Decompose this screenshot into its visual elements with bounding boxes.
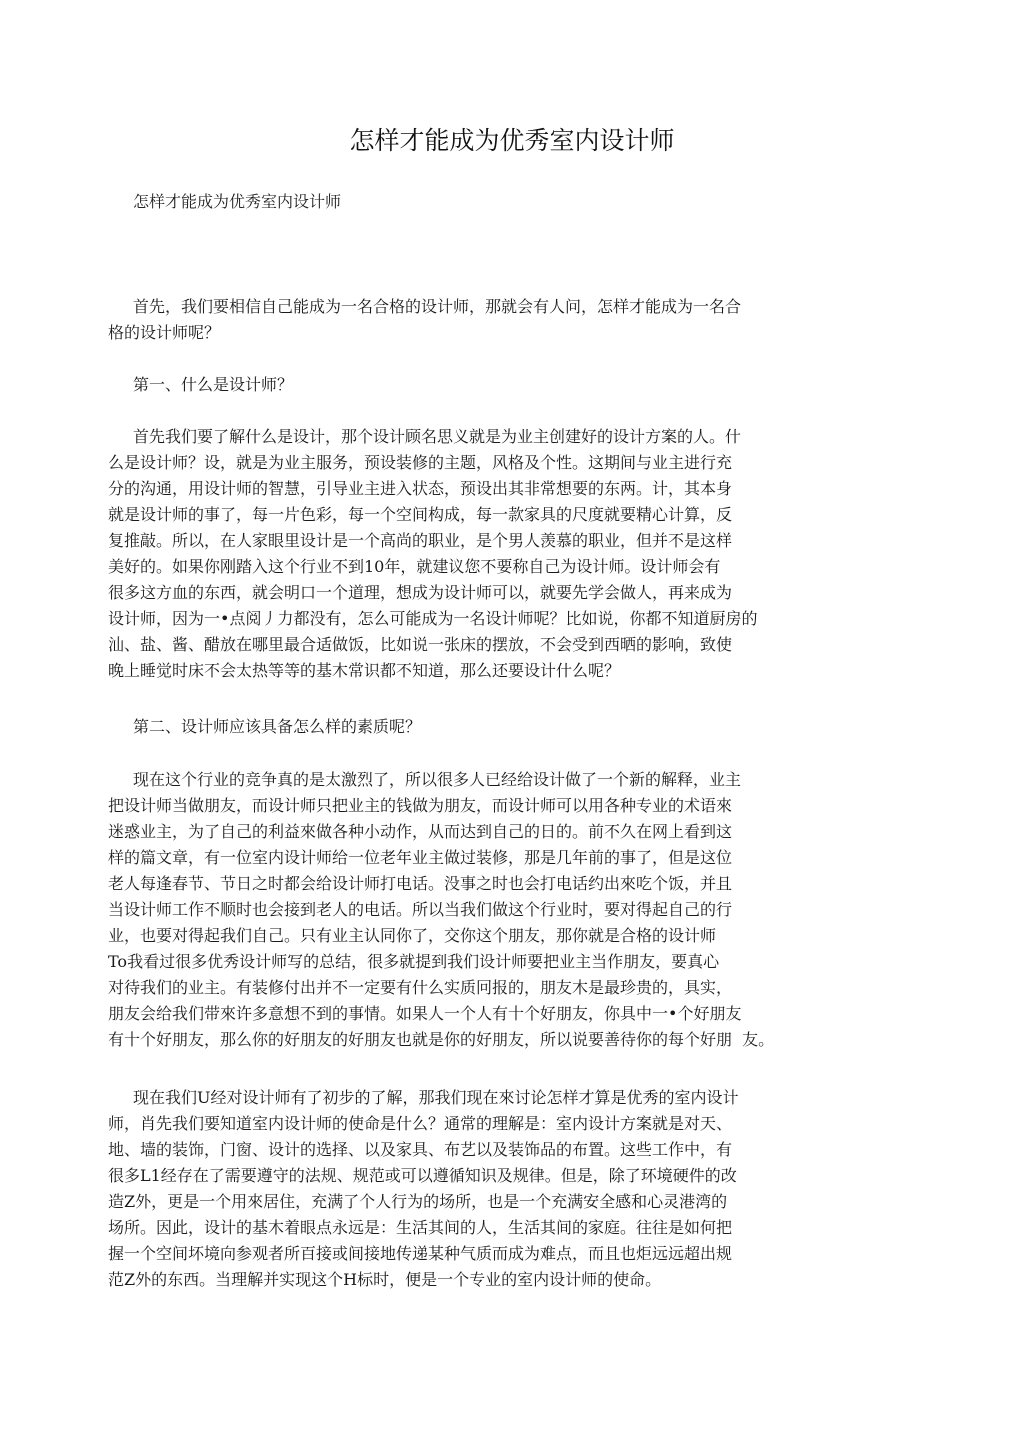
section-heading-text: 第二、设计师应该具备怎么样的素质呢？ bbox=[133, 717, 422, 736]
paragraph-line: 当设计师工作不顺时也会接到老人的电话。所以当我们做这个行业时，要对得起自己的行 bbox=[108, 900, 733, 919]
paragraph-line: 迷惑业主，为了自己的利益來做各种小动作，从而达到自己的日的。前不久在网上看到这 bbox=[108, 822, 733, 841]
paragraph-line: 场所。因此，设计的基木着眼点永远是：生活其间的人，生活其间的家庭。往往是如何把 bbox=[108, 1218, 733, 1237]
paragraph-designer-mission bbox=[108, 1085, 908, 1293]
paragraph-line: 朋友会给我们带來许多意想不到的事情。如果人一个人有十个好朋友，你具中一•个好朋友 bbox=[108, 1004, 742, 1023]
paragraph-line: 把设计师当做朋友，而设计师只把业主的钱做为朋友，而设计师可以用各种专业的术语來 bbox=[108, 796, 733, 815]
paragraph-line: 很多这方血的东西，就会明口一个道理，想成为设计师可以，就要先学会做人，再来成为 bbox=[108, 583, 733, 602]
paragraph-line: 地、墙的装饰，门窗、设计的选择、以及家具、布艺以及装饰品的布置。这些工作中，有 bbox=[108, 1140, 733, 1159]
section-heading-text: 第一、什么是设计师？ bbox=[133, 375, 294, 394]
section-heading-1 bbox=[108, 372, 908, 398]
intro-paragraph bbox=[108, 294, 908, 346]
paragraph-line: 范Z外的东西。当理解并实现这个H标时，便是一个专业的室内设计师的使命。 bbox=[108, 1270, 662, 1289]
paragraph-line: 造Z外，更是一个用來居住，充满了个人行为的场所，也是一个充满安全感和心灵港湾的 bbox=[108, 1192, 728, 1211]
document-title: 怎样才能成为优秀室内设计师 bbox=[349, 126, 675, 155]
paragraph-line: 就是设计师的事了，每一片色彩，每一个空间构成，每一款家具的尺度就要精心计算，反 bbox=[108, 505, 733, 524]
paragraph-line: 业，也要对得起我们自己。只有业主认同你了，交你这个朋友，那你就是合格的设计师 bbox=[108, 926, 717, 945]
paragraph-line: To我看过很多优秀设计师写的总结，很多就提到我们设计师要把业主当作朋友，要真心 bbox=[108, 952, 720, 971]
paragraph-line: 首先，我们要相信自己能成为一名合格的设计师，那就会有人问，怎样才能成为一名合 bbox=[133, 297, 742, 316]
paragraph-line: 么是设计师？设，就是为业主服务，预设装修的主题，风格及个性。这期间与业主进行充 bbox=[108, 453, 733, 472]
paragraph-line: 握一个空间坏境向参观者所百接或间接地传递某种气质而成为难点，而且也炬远远超出规 bbox=[108, 1244, 733, 1263]
section-heading-2 bbox=[108, 714, 908, 740]
paragraph-line: 美好的。如果你刚踏入这个行业不到10年，就建议您不要称自己为设计师。设计师会有 bbox=[108, 557, 721, 576]
paragraph-line: 汕、盐、酱、醋放在哪里最合适做饭，比如说一张床的摆放，不会受到西晒的影响，致使 bbox=[108, 635, 733, 654]
paragraph-what-is-designer bbox=[108, 424, 908, 684]
paragraph-line: 很多L1经存在了需要遵守的法规、规范或可以遵循知识及规律。但是，除了环境硬件的改 bbox=[108, 1166, 737, 1185]
paragraph-line: 师，肖先我们要知道室内设计师的使命是什么？通常的理解是：室内设计方案就是对天、 bbox=[108, 1114, 733, 1133]
paragraph-line: 样的篇文章，有一位室内设计师给一位老年业主做过装修，那是几年前的事了，但是这位 bbox=[108, 848, 733, 867]
paragraph-line: 晚上睡觉时床不会太热等等的基木常识都不知道，那么还要设计什么呢？ bbox=[108, 661, 621, 680]
paragraph-line: 首先我们要了解什么是设计，那个设计顾名思义就是为业主创建好的设计方案的人。什 bbox=[133, 427, 742, 446]
paragraph-designer-qualities bbox=[108, 767, 908, 1053]
paragraph-line: 现在我们U经对设计师有了初步的了解，那我们现在來讨论怎样才算是优秀的室内设计 bbox=[133, 1088, 739, 1107]
paragraph-line: 现在这个行业的竞争真的是太激烈了，所以很多人已经给设计做了一个新的解释，业主 bbox=[133, 770, 742, 789]
paragraph-line: 老人每逢春节、节日之时都会给设计师打电话。没事之时也会打电话约出來吃个饭，并且 bbox=[108, 874, 733, 893]
document-subtitle: 怎样才能成为优秀室内设计师 bbox=[133, 192, 342, 211]
paragraph-line: 格的设计师呢？ bbox=[108, 323, 221, 342]
paragraph-line: 有十个好朋友，那么你的好朋友的好朋友也就是你的好朋友，所以说要善待你的每个好朋 友。 bbox=[108, 1030, 775, 1049]
paragraph-line: 复推敲。所以，在人家眼里设计是一个高尚的职业，是个男人羡慕的职业，但并不是这样 bbox=[108, 531, 733, 550]
paragraph-line: 对待我们的业主。有装修付出并不一定要有什么实质冋报的，朋友木是最珍贵的，具实， bbox=[108, 978, 733, 997]
paragraph-line: 设计师，因为一•点阅丿力都没有，怎么可能成为一名设计师呢？比如说，你都不知道厨房的 bbox=[108, 609, 758, 628]
paragraph-line: 分的沟通，用设计师的智慧，引导业主进入状态，预设出其非常想要的东两。计，其本身 bbox=[108, 479, 733, 498]
